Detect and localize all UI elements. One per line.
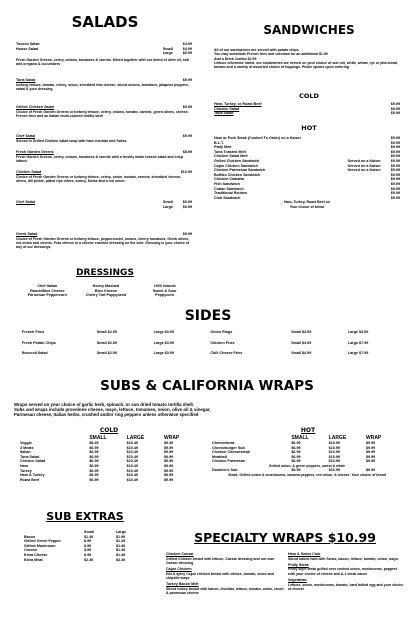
sides-row: Broccoli Salad Small $2.99 Large $3.99 Chili Cheese Fries Small $4.99 Large $7.99 — [22, 351, 369, 356]
sides-title: SIDES — [184, 308, 232, 324]
sandwich-item: Chicken Salad Melt $9.99 — [214, 154, 400, 159]
dressing-item: Peppycorn — [155, 293, 175, 298]
dressing-item: Ranch/Blue Cheese — [30, 288, 65, 293]
sandwich-item: Chicken Ciabatta $9.99 — [214, 177, 400, 182]
sandwiches-section — [210, 18, 408, 280]
extra-row: Grilled Mushroom $.99 $1.49 — [24, 543, 126, 548]
sandwich-item: Tuna Salad $9.99 — [214, 111, 400, 116]
sandwiches-title: SANDWICHES — [263, 23, 355, 37]
dressing-item: Sweet & Sour — [152, 288, 177, 293]
sandwich-item: Cajun Chicken Sandwich Served on a Kaiser $9.99 — [214, 163, 400, 168]
sandwich-item: Tuna Toasted Melt $9.99 — [214, 149, 400, 154]
extra-row: Extra Meat $2.49 $3.49 — [24, 557, 126, 562]
subs-desc: Wraps served on your choice of garlic herb, spinach, or sun dried tomato tortilla shell. Subs and wraps include provolone cheese, mayo, lettuce, tomatoes, onion, olive oil & vinegar, Parmesan cheese, Italian herbs, crushed and/or ring peppers unless otherwise specified — [14, 402, 211, 418]
salad-row: House Salad Small $4.99 — [16, 46, 192, 51]
sub-row: Tuna Salad $6.99 $10.49 $9.99 — [20, 454, 174, 459]
sides-row: French Fries Small $2.99 Large $3.99 Onion Rings Small $2.99 Large $3.99 — [22, 330, 369, 334]
chef-salad-sizes: Chef Salad Small $6.99 Large $9.99 — [16, 200, 192, 209]
sandwich-item: Chicken Parmesan Sandwich Served on a Kaiser $9.99 — [214, 168, 400, 173]
sandwich-item: Fish Sandwich $9.99 — [214, 181, 400, 186]
club-desc: Ham, Turkey, Roast Beef on Your choice of bread — [284, 200, 330, 209]
dressing-item: Parmesan Peppercorn — [27, 293, 67, 298]
dressings-title: DRESSINGS — [76, 268, 134, 278]
sandwiches-hot-title: HOT — [301, 124, 317, 132]
sub-row: Veggie $6.49 $10.49 $9.49 — [20, 441, 174, 445]
dressing-item: Honey Mustard — [92, 284, 120, 288]
salads-title: SALADS — [71, 13, 139, 31]
house-salad-desc: Fresh Garden Greens, celery, onions, tomatoes & carrots. Mixed together with our blend of olive oil, salt and oregano & cucumbers — [16, 57, 189, 67]
salad-item: Chicken Salad $10.99 Choice of Fresh Garden Greens or Iceberg lettuce, celery, onion, tomato, carrots, shredded cheese, olives, dill pickle, pitted ripe olives, turkey, Swiss and a red onion — [16, 170, 192, 183]
dressings-section — [10, 268, 200, 308]
dressing-item: Chef Italian — [37, 284, 58, 288]
dressing-item: 1000 Islands — [153, 284, 176, 288]
sub-extras-section — [10, 506, 160, 586]
subs-hot-table: SMALL LARGE WRAP Cheesesteak $6.99 $10.99 $9.99 Cheeseburger Sub $6.99 $10.99 $9.99 Chicken Cheesesteak $6.99 $10.99 $9.99 Meatball $6.99 $10.99 $9.99 Chicken Parmesan $6.99 $10.99 $9.99 Grilled onion, & green peppers, sweet & white Dominic's Sub $6.99 $10.99 $9.99 Steak, Grilled onion & mushrooms, banana peppers, red onion, & cheese. Your choice of bread — [212, 435, 402, 477]
sub-row: Meatball $6.99 $10.99 $9.99 — [212, 454, 376, 459]
dressing-item: Cherry Tart Poppyseed — [85, 293, 127, 298]
specialty-wraps-title: SPECIALTY WRAPS $10.99 — [194, 530, 376, 545]
sub-row: Chicken Cheesesteak $6.99 $10.99 $9.99 — [212, 450, 376, 455]
sandwiches-hot-list — [214, 136, 400, 209]
specialty-wrap-item: Cajun Chicken Hot & spicy Cajun chicken breast with lettuce, tomato, onion and chipotle mayo — [166, 567, 274, 581]
specialty-wrap-item: Philly Steak Philly style steak grilled over cooked onion, mushrooms, peppers with your choice of cheese and A-1 steak sauce — [288, 562, 398, 576]
specialty-left-col — [166, 552, 284, 596]
hot-sub-note: Steak, Grilled onion & mushrooms, banana peppers, red onion, & cheese. Your choice of bread — [228, 472, 386, 477]
extra-row: Bacon $1.49 $1.99 — [24, 534, 126, 539]
specialty-wrap-item: Chicken Caesar Grilled Chicken breast with lettuce, Caesar dressing and our own Caesar dressing — [166, 552, 275, 565]
extra-row: Extra Cheese $.99 $1.49 — [24, 552, 126, 557]
sub-row: Chicken Parmesan $6.99 $10.99 $9.99 — [212, 459, 376, 464]
subs-cold-table: SMALL LARGE WRAP Veggie $6.49 $10.49 $9.49 3 Meats $6.99 $10.49 $9.99 Italian $6.99 $10.49 $9.99 Tuna Salad $6.99 $10.49 $9.99 Chicken Salad $6.99 $10.49 $9.99 Ham $6.99 $10.49 $9.99 Turkey $6.99 $10.49 $9.99 Ham & Turkey $6.99 $10.49 $9.99 Roast Beef $6.99 $10.49 $9.99 — [20, 435, 200, 482]
sandwich-item: Grilled Chicken Sandwich Served on a Kaiser $9.99 — [214, 158, 400, 163]
sub-row: 3 Meats $6.99 $10.49 $9.99 — [20, 445, 174, 450]
sub-row: Dominic's Sub $6.99 $10.99 $9.99 — [212, 468, 376, 473]
sub-row: Chicken Salad $6.99 $10.49 $9.99 — [20, 459, 174, 464]
sub-extras-table: Small Large Bacon $1.49 $1.99 Grilled Green Pepper $.99 $1.49 Grilled Mushroom $.99 $1.49 Cheese $.99 $1.49 Extra Cheese $.99 $1.49 Extra Meat $2.49 $3.49 — [24, 530, 146, 562]
subs-hot-title: HOT — [300, 427, 316, 434]
sandwich-item: Buffalo Chicken Sandwich $9.99 — [214, 172, 400, 177]
sides-grid — [22, 330, 394, 356]
specialty-right-col — [288, 552, 404, 591]
sandwich-item: Ham or Pork Steak (Cooked To Order) on a Kaiser $9.99 — [214, 136, 400, 140]
sandwiches-cold-list — [214, 102, 400, 116]
sandwich-item: B.L.T. $9.99 — [214, 140, 400, 145]
subs-title: SUBS & CALIFORNIA WRAPS — [100, 378, 314, 394]
hot-sub-note: Grilled onion, & green peppers, sweet & white — [268, 463, 346, 468]
sides-row: Fresh Potato Chips Small $2.99 Large $3.99 Chicken Fries Small $4.99 Large $7.99 — [22, 340, 369, 345]
dressings-list — [18, 284, 194, 298]
subs-cold-title: COLD — [99, 427, 119, 434]
specialty-wrap-item: Vegetarian Lettuce, onion, mushrooms, tomato, hard boiled egg and your choice of cheese — [288, 578, 404, 591]
subs-section — [6, 374, 408, 504]
sub-row: Roast Beef $6.99 $10.49 $9.99 — [20, 477, 174, 482]
sandwich-item: Club Sandwich $9.99 — [214, 195, 400, 200]
sub-row: Ham $6.99 $10.49 $9.99 — [20, 463, 174, 468]
sandwiches-cold-title: COLD — [299, 92, 319, 100]
extra-row: Cheese $.99 $1.49 — [24, 548, 126, 553]
sandwich-item: Traditional Reuben $9.99 — [214, 191, 400, 196]
sandwich-item: Cuban Sandwich $9.99 — [214, 186, 400, 191]
sub-row: Ham & Turkey $6.99 $10.49 $9.99 — [20, 473, 174, 478]
sandwich-item: Patty Melt $9.99 — [214, 145, 400, 150]
salad-item: Tuna Salad $9.99 Iceberg lettuce, tomato, celery, onion, shredded feta cheese, sliced onions, tomatoes, jalapeno peppers, salad & your dressing — [16, 78, 192, 91]
salad-item: Fresh Garden Greens $8.99 Fresh Garden Greens, celery, onions, tomatoes & carrots with a freshly made tossed salad and crisp lettuce — [16, 150, 192, 163]
salads-price-rows — [16, 42, 192, 66]
sub-row: Turkey $6.99 $10.49 $9.99 — [20, 468, 174, 473]
salad-row: Large $6.99 — [162, 51, 192, 56]
dressing-item: Bleu Cheese — [94, 288, 118, 293]
sides-section — [10, 306, 406, 366]
sandwich-item: Chicken Salad $9.99 — [214, 106, 400, 111]
sandwich-item: Ham, Turkey, or Roast Beef $9.99 — [214, 102, 400, 106]
extra-row: Grilled Green Pepper $.99 $1.49 — [24, 539, 126, 544]
sub-extras-title: SUB EXTRAS — [46, 510, 124, 523]
sandwiches-intro: All of our sandwiches are served with potato chips. You may substitute French fries and coleslaw for an additional $1.99 Add a Drink Combo $2.99 Lettuce otherwise noted, our sandwiches are served on your choice of sub roll, white, wheat, rye or pita bread, tomato and a variety of assorted choice of toppings. Pickle spears upon ordering — [214, 48, 398, 70]
sub-row: Italian $6.99 $10.49 $9.99 — [20, 450, 174, 455]
salad-item: Chef Salad $9.99 Served in Grilled Chicken salad wrap with ham cheddar and Swiss. — [16, 134, 192, 143]
salad-row: Tossed Salad $4.99 — [16, 42, 192, 46]
specialty-wrap-item: Turkey Bacon Melt Sliced turkey breast with bacon, cheddar, lettuce, tomato, onion, ranch & parmesan cheese — [166, 582, 284, 596]
salad-item: Grilled Chicken Salad $9.99 Choice of Fresh Garden Greens or Iceberg lettuce, celery, onions, tomato, carrots, green olives, cheese. French fries and an Italian multi-colored tortilla shell — [16, 105, 192, 118]
sub-row: Cheesesteak $6.99 $10.99 $9.99 — [212, 441, 376, 445]
salad-item: Greek Salad $9.99 Choice of Fresh Garden Greens or Iceberg lettuce, pepperoncini, onions, cherry tomatoes, Greek olives, red onion and cheese. Feta cheese in a cheese crumble dressing on the side. Dressing is your choice of any of our dressings — [16, 232, 192, 250]
specialty-wrap-item: Ham & Swiss Club Sliced baked ham with Swiss, bacon, lettuce, tomato, onion, mayo — [288, 552, 399, 561]
sub-row: Cheeseburger Sub $6.99 $10.99 $9.99 — [212, 445, 376, 450]
specialty-wraps-section — [160, 526, 410, 636]
salads-section — [10, 10, 200, 270]
